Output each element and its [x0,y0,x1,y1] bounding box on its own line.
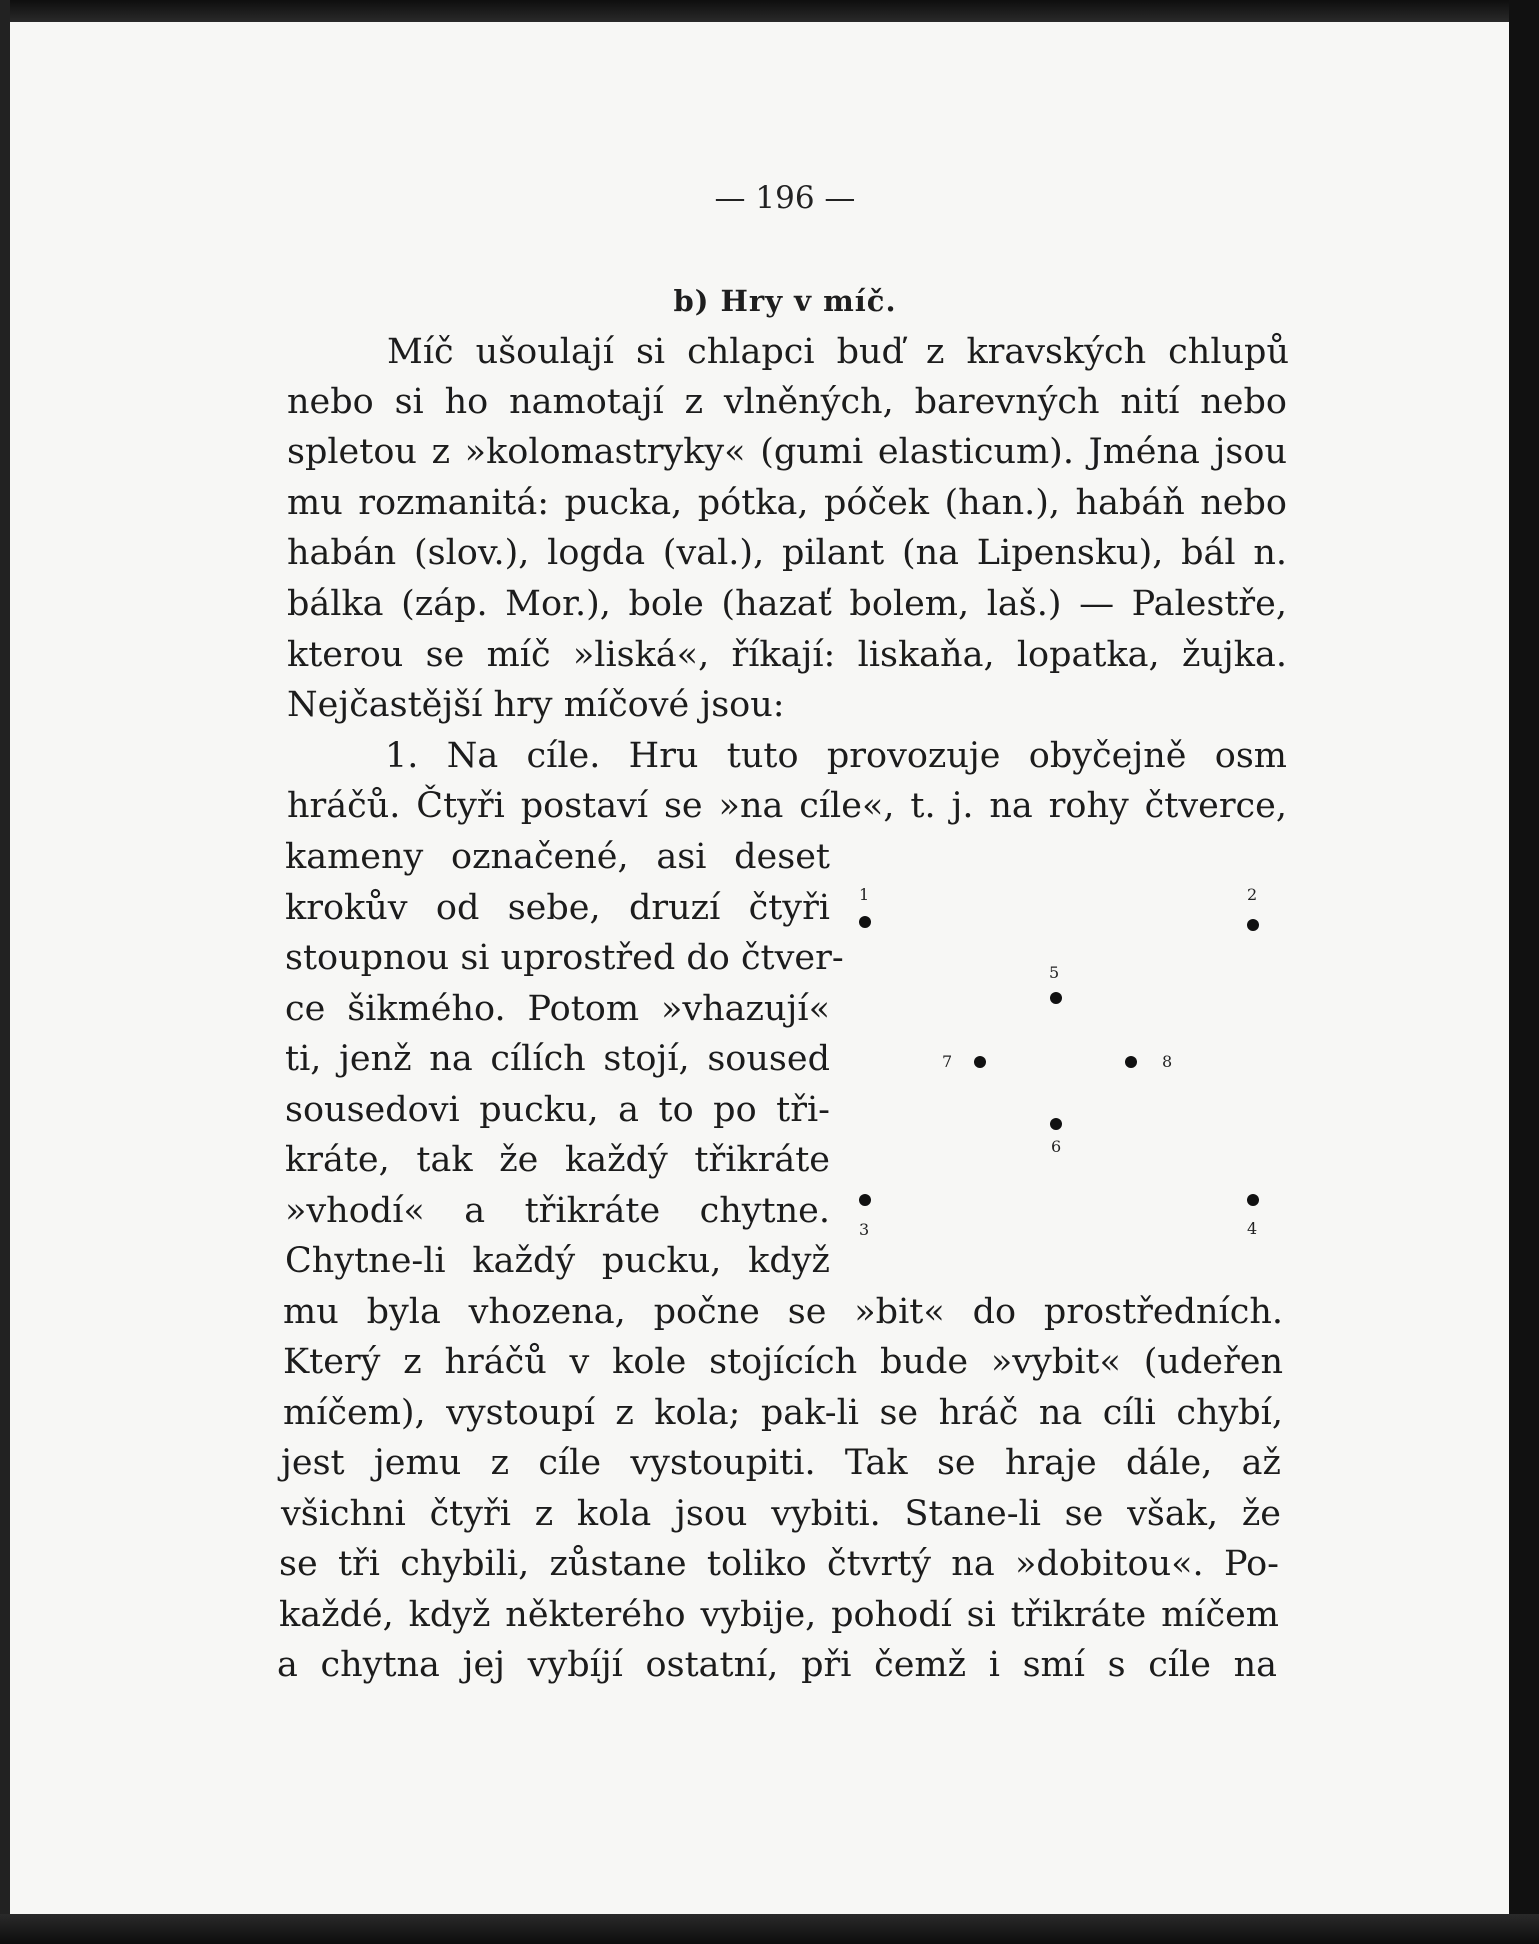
text-line: 1. Na cíle. Hru tuto provozuje obyčejně osm [385,736,1287,776]
text-line: ce šikmého. Potom »vhazují« [285,989,830,1029]
player-dot [974,1056,986,1068]
player-dot [1125,1056,1137,1068]
text-line: krokův od sebe, druzí čtyři [285,888,830,928]
text-line: Míč ušoulají si chlapci buď z kravských chlupů [387,332,1289,372]
point-label: 6 [1051,1137,1062,1156]
point-7 [942,1052,986,1071]
text-line: mu byla vhozena, počne se »bit« do prostředních. [283,1292,1283,1332]
player-dot [1247,1194,1259,1206]
point-label: 4 [1247,1219,1258,1238]
player-positions-diagram [835,870,1275,1250]
player-dot [1050,1118,1062,1130]
player-dot [1050,992,1062,1004]
text-line: a chytna jej vybíjí ostatní, při čemž i smí s cíle na [277,1645,1277,1685]
point-3 [859,1194,871,1239]
text-line: kráte, tak že každý třikráte [285,1140,830,1180]
point-2 [1247,885,1259,931]
text-line: Chytne-li každý pucku, když [285,1241,830,1281]
point-label: 1 [859,885,870,904]
text-line: kterou se míč »liská«, říkají: liskaňa, lopatka, žujka. [287,635,1287,675]
text-line: jest jemu z cíle vystoupiti. Tak se hraje dále, až [281,1443,1281,1483]
text-line: Nejčastější hry míčové jsou: [287,685,785,725]
text-line: nebo si ho namotají z vlněných, barevných nití nebo [287,382,1287,422]
player-dot [859,916,871,928]
point-label: 3 [859,1220,870,1239]
section-heading: b) Hry v míč. [673,284,897,318]
player-dot [859,1194,871,1206]
scan-border-bottom [0,1914,1539,1944]
page-number: — 196 — [714,180,856,216]
text-line: hráčů. Čtyři postaví se »na cíle«, t. j. na rohy čtverce, [287,786,1287,826]
point-label: 7 [942,1052,953,1071]
text-line: stoupnou si uprostřed do čtver- [285,938,844,978]
text-line: bálka (záp. Mor.), bole (hazať bolem, laš.) — Palestře, [287,584,1287,624]
text-line: sousedovi pucku, a to po tři- [285,1090,830,1130]
text-line: spletou z »kolomastryky« (gumi elasticum). Jména jsou [287,432,1287,472]
text-line: míčem), vystoupí z kola; pak-li se hráč na cíli chybí, [283,1393,1283,1433]
point-6 [1050,1118,1062,1156]
point-5 [1049,963,1062,1004]
point-4 [1247,1194,1259,1238]
text-line: habán (slov.), logda (val.), pilant (na Lipensku), bál n. [287,533,1287,573]
point-8 [1125,1052,1172,1071]
point-label: 2 [1247,885,1258,904]
point-1 [859,885,871,928]
text-line: »vhodí« a třikráte chytne. [285,1191,830,1231]
text-line: každé, když některého vybije, pohodí si třikráte míčem [279,1595,1279,1635]
text-line: mu rozmanitá: pucka, pótka, póček (han.), habáň nebo [287,483,1287,523]
point-label: 8 [1162,1052,1173,1071]
point-label: 5 [1049,963,1060,982]
text-line: Který z hráčů v kole stojících bude »vybit« (udeřen [283,1342,1283,1382]
text-line: se tři chybili, zůstane toliko čtvrtý na »dobitou«. Po- [279,1544,1279,1584]
text-line: všichni čtyři z kola jsou vybiti. Stane-li se však, že [281,1494,1281,1534]
text-line: ti, jenž na cílích stojí, soused [285,1039,830,1079]
text-line: kameny označené, asi deset [285,837,830,877]
scan-border-top [0,0,1539,22]
player-dot [1247,919,1259,931]
